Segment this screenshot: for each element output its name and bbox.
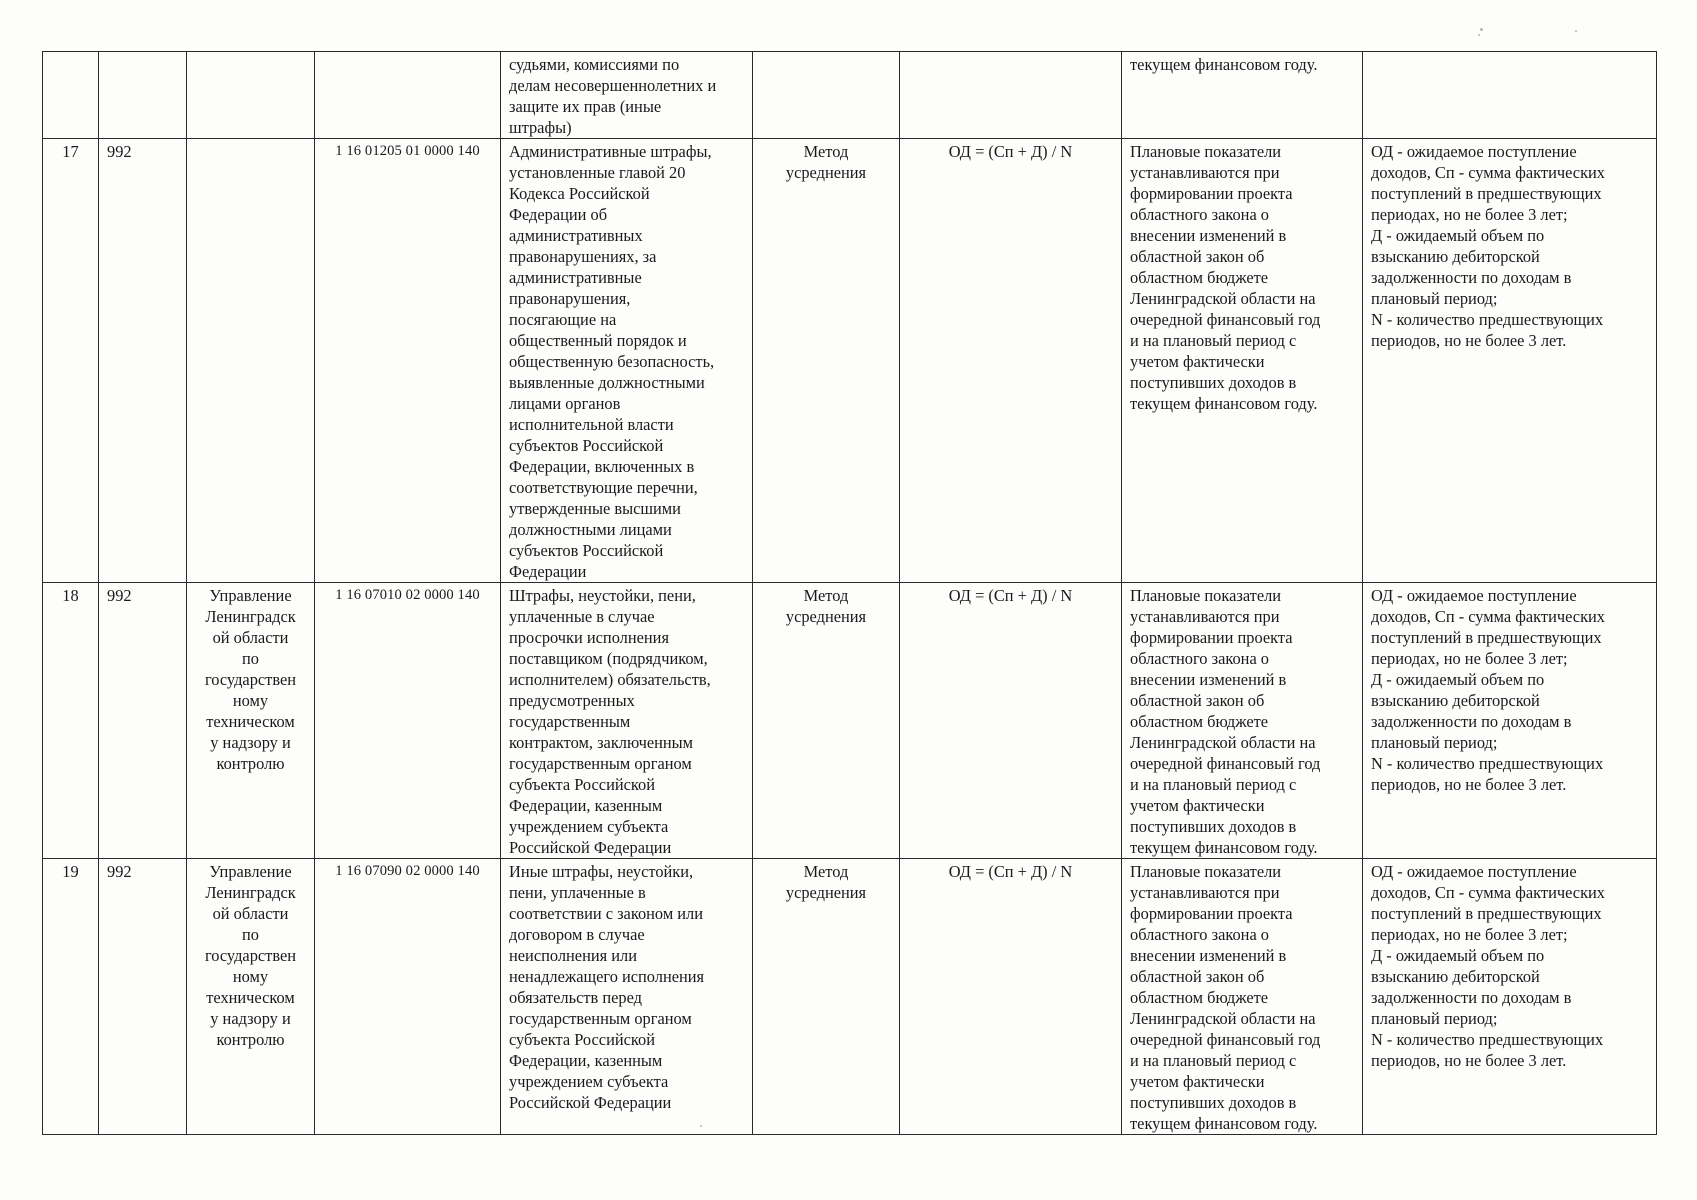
scan-speck bbox=[1480, 28, 1483, 31]
calculation-method: Метод усреднения bbox=[753, 583, 900, 859]
formula-description bbox=[1363, 52, 1657, 139]
administrator-name bbox=[187, 139, 315, 583]
budget-classification-code: 1 16 07010 02 0000 140 bbox=[315, 583, 501, 859]
scan-speck bbox=[1575, 30, 1577, 32]
revenue-name: Штрафы, неустойки, пени, уплаченные в случае просрочки исполнения поставщиком (подрядчиком, исполнителем) обязательств, предусмотренных государственным контрактом, заключенным государственным органом субъекта Российской Федерации, казенным учреждением субъекта Российской Федерации bbox=[501, 583, 753, 859]
revenue-forecast-table bbox=[42, 51, 1657, 1135]
planning-algorithm: Плановые показатели устанавливаются при формировании проекта областного закона о внесении изменений в областной закон об областном бюджете Ленинградской области на очередной финансовый год и на плановый период с учетом фактически поступивших доходов в текущем финансовом году. bbox=[1122, 583, 1363, 859]
administrator-name: Управление Ленинградск ой области по государствен ному техническом у надзору и контролю bbox=[187, 583, 315, 859]
formula-description: ОД - ожидаемое поступление доходов, Сп - сумма фактических поступлений в предшествующих периодах, но не более 3 лет; Д - ожидаемый объем по взысканию дебиторской задолженности по доходам в плановый период; N - количество предшествующих периодов, но не более 3 лет. bbox=[1363, 859, 1657, 1135]
formula-description: ОД - ожидаемое поступление доходов, Сп - сумма фактических поступлений в предшествующих периодах, но не более 3 лет; Д - ожидаемый объем по взысканию дебиторской задолженности по доходам в плановый период; N - количество предшествующих периодов, но не более 3 лет. bbox=[1363, 583, 1657, 859]
formula-description: ОД - ожидаемое поступление доходов, Сп - сумма фактических поступлений в предшествующих периодах, но не более 3 лет; Д - ожидаемый объем по взысканию дебиторской задолженности по доходам в плановый период; N - количество предшествующих периодов, но не более 3 лет. bbox=[1363, 139, 1657, 583]
calculation-method bbox=[753, 52, 900, 139]
calculation-method: Метод усреднения bbox=[753, 139, 900, 583]
row-number: 19 bbox=[43, 859, 99, 1135]
admin-code: 992 bbox=[99, 859, 187, 1135]
administrator-name bbox=[187, 52, 315, 139]
revenue-name: Иные штрафы, неустойки, пени, уплаченные в соответствии с законом или договором в случае неисполнения или ненадлежащего исполнения обязательств перед государственным органом субъекта Российской Федерации, казенным учреждением субъекта Российской Федерации bbox=[501, 859, 753, 1135]
row-number bbox=[43, 52, 99, 139]
calculation-method: Метод усреднения bbox=[753, 859, 900, 1135]
calculation-formula: ОД = (Сп + Д) / N bbox=[900, 859, 1122, 1135]
admin-code: 992 bbox=[99, 139, 187, 583]
planning-algorithm: Плановые показатели устанавливаются при формировании проекта областного закона о внесении изменений в областной закон об областном бюджете Ленинградской области на очередной финансовый год и на плановый период с учетом фактически поступивших доходов в текущем финансовом году. bbox=[1122, 859, 1363, 1135]
revenue-name: судьями, комиссиями по делам несовершеннолетних и защите их прав (иные штрафы) bbox=[501, 52, 753, 139]
budget-classification-code: 1 16 07090 02 0000 140 bbox=[315, 859, 501, 1135]
administrator-name: Управление Ленинградск ой области по государствен ному техническом у надзору и контролю bbox=[187, 859, 315, 1135]
table-row bbox=[43, 859, 1657, 1135]
row-number: 18 bbox=[43, 583, 99, 859]
budget-classification-code bbox=[315, 52, 501, 139]
planning-algorithm: Плановые показатели устанавливаются при формировании проекта областного закона о внесении изменений в областной закон об областном бюджете Ленинградской области на очередной финансовый год и на плановый период с учетом фактически поступивших доходов в текущем финансовом году. bbox=[1122, 139, 1363, 583]
table-row bbox=[43, 52, 1657, 139]
table-row bbox=[43, 583, 1657, 859]
admin-code bbox=[99, 52, 187, 139]
admin-code: 992 bbox=[99, 583, 187, 859]
calculation-formula: ОД = (Сп + Д) / N bbox=[900, 583, 1122, 859]
revenue-name: Административные штрафы, установленные главой 20 Кодекса Российской Федерации об административных правонарушениях, за административные правонарушения, посягающие на общественный порядок и общественную безопасность, выявленные должностными лицами органов исполнительной власти субъектов Российской Федерации, включенных в соответствующие перечни, утвержденные высшими должностными лицами субъектов Российской Федерации bbox=[501, 139, 753, 583]
table-row bbox=[43, 139, 1657, 583]
planning-algorithm: текущем финансовом году. bbox=[1122, 52, 1363, 139]
calculation-formula: ОД = (Сп + Д) / N bbox=[900, 139, 1122, 583]
row-number: 17 bbox=[43, 139, 99, 583]
budget-classification-code: 1 16 01205 01 0000 140 bbox=[315, 139, 501, 583]
calculation-formula bbox=[900, 52, 1122, 139]
scan-speck bbox=[1478, 34, 1480, 36]
